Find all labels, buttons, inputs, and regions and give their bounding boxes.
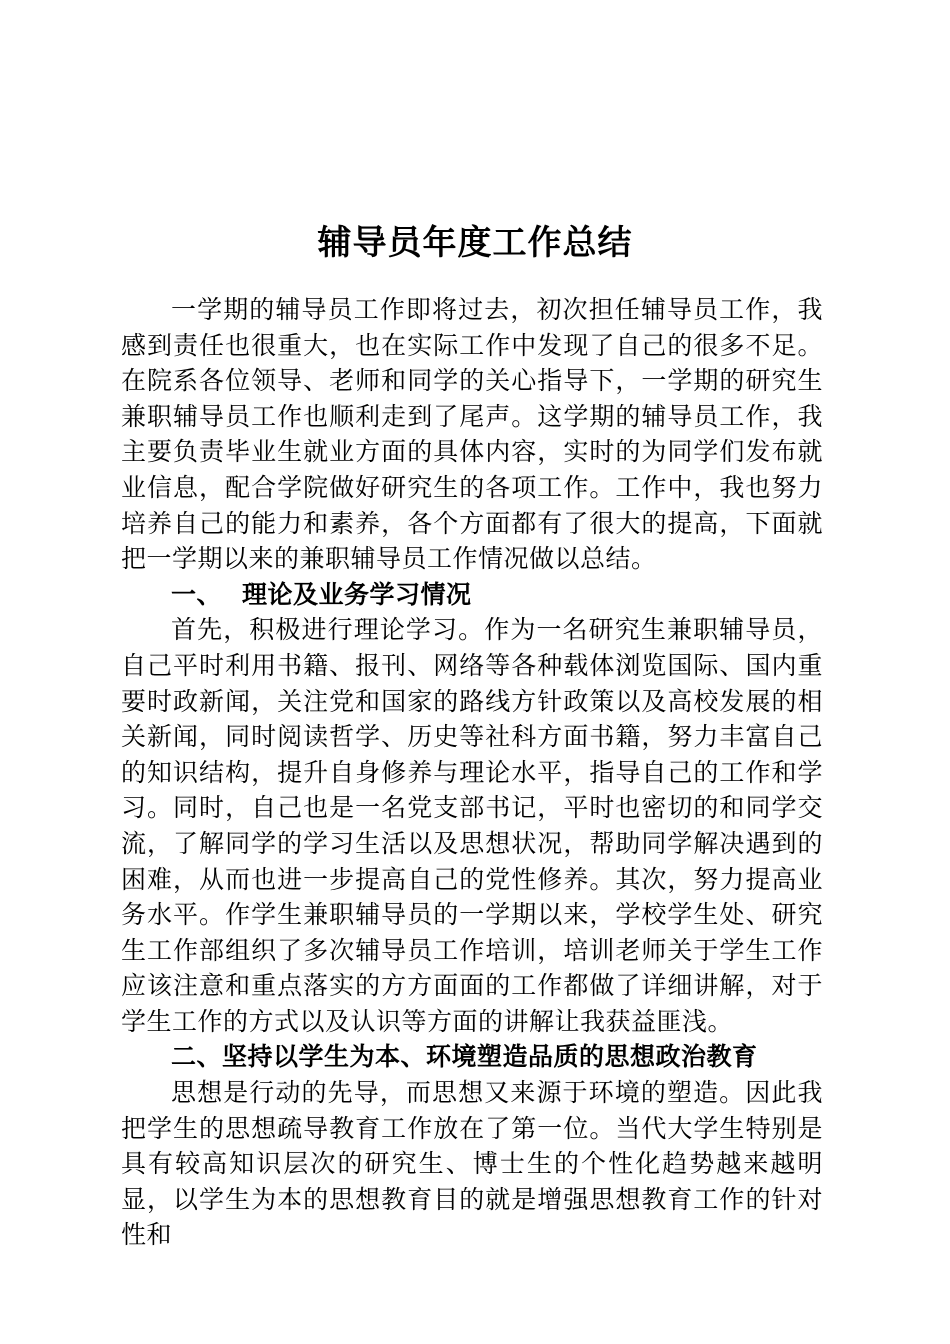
section-1-paragraph: 首先，积极进行理论学习。作为一名研究生兼职辅导员，自己平时利用书籍、报刊、网络等各种载体浏览国际、国内重要时政新闻，关注党和国家的路线方针政策以及高校发展的相关新闻，同时阅读哲学、历史等社科方面书籍，努力丰富自己的知识结构，提升自身修养与理论水平，指导自己的工作和学习。同时，自己也是一名党支部书记，平时也密切的和同学交流，了解同学的学习生活以及思想状况，帮助同学解决遇到的困难，从而也进一步提高自己的党性修养。其次，努力提高业务水平。作学生兼职辅导员的一学期以来，学校学生处、研究生工作部组织了多次辅导员工作培训，培训老师关于学生工作应该注意和重点落实的方方面面的工作都做了详细讲解，对于学生工作的方式以及认识等方面的讲解让我获益匪浅。	[121, 615, 823, 1036]
section-1-number: 一、	[171, 579, 223, 609]
section-1-heading-text: 理论及业务学习情况	[242, 579, 472, 609]
section-2-paragraph: 思想是行动的先导，而思想又来源于环境的塑造。因此我把学生的思想疏导教育工作放在了第一位。当代大学生特别是具有较高知识层次的研究生、博士生的个性化趋势越来越明显，以学生为本的思想教育目的就是增强思想教育工作的针对性和	[121, 1078, 823, 1250]
section-1-heading	[121, 577, 823, 613]
document-title: 辅导员年度工作总结	[317, 222, 633, 263]
section-2-heading: 二、坚持以学生为本、环境塑造品质的思想政治教育	[171, 1042, 758, 1072]
intro-paragraph: 一学期的辅导员工作即将过去，初次担任辅导员工作，我感到责任也很重大，也在实际工作中发现了自己的很多不足。在院系各位领导、老师和同学的关心指导下，一学期的研究生兼职辅导员工作也顺利走到了尾声。这学期的辅导员工作，我主要负责毕业生就业方面的具体内容，实时的为同学们发布就业信息，配合学院做好研究生的各项工作。工作中，我也努力培养自己的能力和素养，各个方面都有了很大的提高，下面就把一学期以来的兼职辅导员工作情况做以总结。	[121, 295, 823, 574]
document-body	[121, 292, 823, 1253]
